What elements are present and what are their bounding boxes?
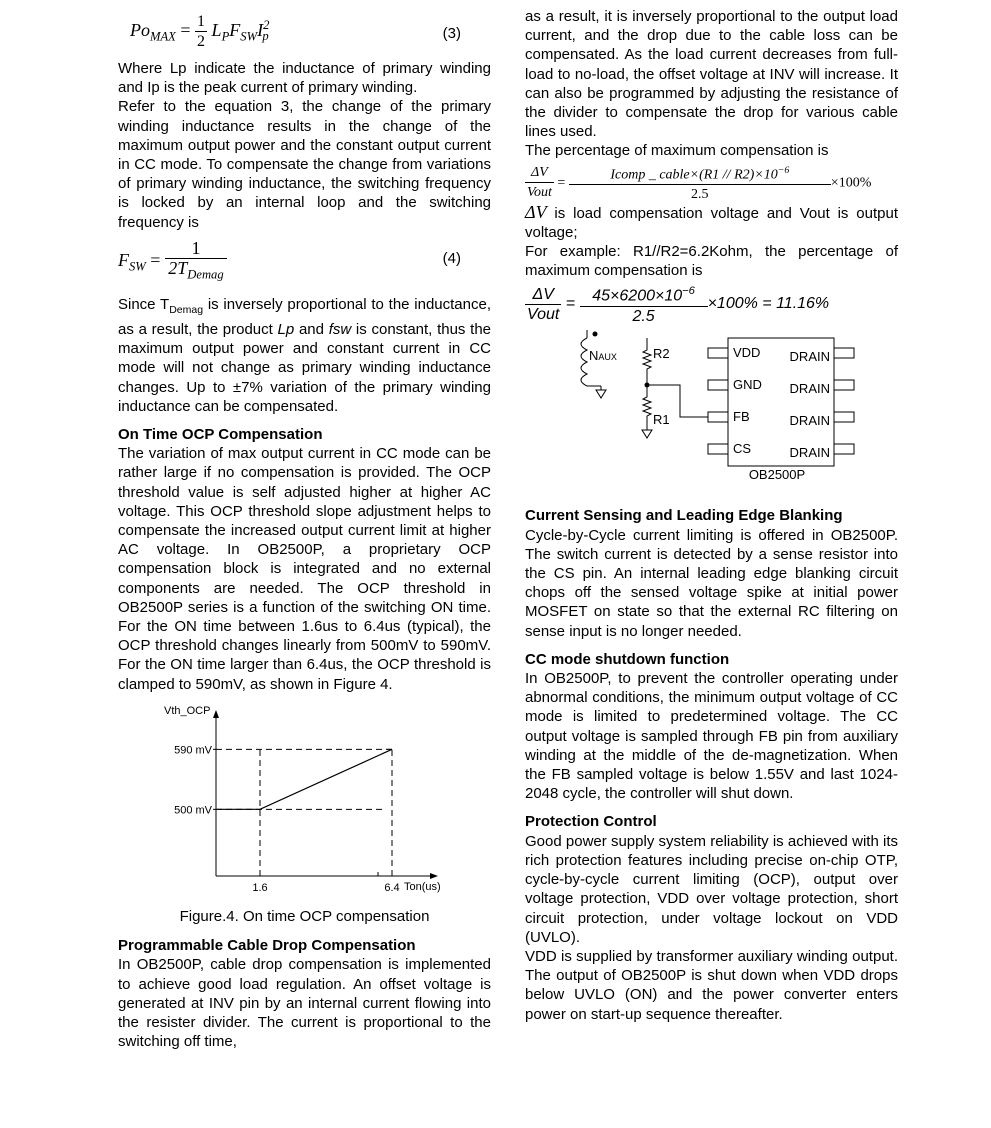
x-tick-label: 6.4 (384, 881, 400, 894)
pin-label: DRAIN (789, 381, 830, 397)
chip-pin-right (834, 412, 854, 422)
section-heading: On Time OCP Compensation (118, 426, 323, 444)
paragraph: The variation of max output current in CC mode can be rather large if no compensation is provided. The OCP threshold value is self adjusted higher at higher AC voltage. This OCP threshold slope adjustment helps to compensate the increased output current limit at higher AC voltage. In OB2500P, a proprietary OCP compensation block is integrated and no external components are needed. The OCP threshold in OB2500P series is a function of the switching ON time. For the ON time between 1.6us to 6.4us (typical), the OCP threshold changes linearly from 500mV to 590mV. For the ON time larger than 6.4us, the OCP threshold is clamped to 590mV, as shown in Figure 4. (118, 445, 491, 693)
right-column (525, 0, 898, 1024)
ground-symbol (596, 390, 606, 398)
aux-winding (581, 338, 587, 386)
paragraph: Refer to the equation 3, the change of the primary winding inductance results in the change of the maximum output power and the constant output current in CC mode. To compensate the change from variations of primary winding inductance, the switching frequency is locked by an internal loop and the switching frequency is (118, 98, 491, 231)
chip-pin-left (708, 412, 728, 422)
section-heading: Protection Control (525, 813, 657, 831)
figure-caption: Figure.4. On time OCP compensation (179, 907, 430, 925)
y-axis-arrow (213, 710, 219, 718)
pin-label: CS (733, 441, 752, 457)
chip-pin-right (834, 380, 854, 390)
equation-3-number: (3) (442, 25, 461, 42)
paragraph: The percentage of maximum compensation is (525, 142, 829, 160)
y-tick-label: 590 mV (174, 744, 212, 757)
x-axis-label: Ton(us) (404, 880, 441, 893)
x-tick-label: 1.6 (252, 881, 268, 894)
y-axis-label: Vth_OCP (164, 704, 211, 717)
y-tick-label: 500 mV (174, 804, 212, 817)
chip-pin-left (708, 380, 728, 390)
section-heading: CC mode shutdown function (525, 650, 730, 668)
resistor-r2 (643, 344, 651, 383)
r2-label: R2 (653, 346, 670, 362)
equation-4-number: (4) (442, 249, 461, 267)
pin-label: DRAIN (789, 413, 830, 429)
paragraph: Where Lp indicate the inductance of primary winding and Ip is the peak current of primary winding. (118, 60, 491, 97)
paragraph: Since $T_{Demag}$ is inversely proportional to the inductance, as a result, the product Lp and fsw is constant, thus the maximum output power and constant current in CC mode will not change as primary winding inductance changes. Up to ±7% variation of the primary winding inductance can be compensated. (118, 295, 491, 415)
ground-symbol (642, 430, 652, 438)
aux-label: NAUX (589, 348, 617, 364)
paragraph: For example: R1//R2=6.2Kohm, the percentage of maximum compensation is (525, 243, 898, 280)
winding-dot (593, 332, 598, 337)
equation-4: $F_{SW}$ = $\frac{1}{2T_{Demag}}$ (4) (118, 237, 461, 282)
r1-label: R1 (653, 412, 670, 428)
paragraph: Cycle-by-Cycle current limiting is offered in OB2500P. The switch current is detected by a sense resistor into the CS pin. An internal leading edge blanking circuit chops off the sensed voltage spike at initial power MOSFET on state so that the external RC filtering on sense input is no longer needed. (525, 526, 898, 640)
equation-3: $Po_{MAX}$ = $\frac{1}{2}$ $L_PF_{SW}I^2_p$ (3) (130, 13, 461, 51)
section-heading: Programmable Cable Drop Compensation (118, 937, 416, 955)
chip-pin-left (708, 444, 728, 454)
chip-label: OB2500P (748, 467, 806, 483)
paragraph: ΔV is load compensation voltage and Vout is output voltage; (525, 201, 898, 241)
equation-5: $\frac{\Delta V}{\text{Vout}}$ = $\frac{Icomp \_ cable\times(R1 // R2)\times 10^{-6}}{2.5}$ ×100% (525, 161, 898, 203)
paragraph: as a result, it is inversely proportional to the output load current, and the drop due to the cable loss can be compensated. As the load current decreases from full-load to no-load, the offset voltage at INV will increase. It can also be programmed by adjusting the resistance of the divider to compensate the drop for various cable lines used. (525, 8, 898, 141)
pin-label: DRAIN (789, 349, 830, 365)
paragraph: VDD is supplied by transformer auxiliary winding output. The output of OB2500P is shut down when VDD drops below UVLO (ON) and the power converter enters power on start-up sequence thereafter. (525, 947, 898, 1023)
schematic-diagram (525, 326, 898, 486)
chip-pin-right (834, 444, 854, 454)
chip-pin-right (834, 348, 854, 358)
paragraph: In OB2500P, cable drop compensation is implemented to achieve good load regulation. An offset voltage is generated at INV pin by an internal current flowing into the resister divider. The current is proportional to the switching off time, (118, 956, 491, 1051)
pin-label: GND (733, 377, 762, 393)
paragraph: In OB2500P, to prevent the controller operating under abnormal conditions, the minimum output voltage of CC mode is limited to predetermined voltage. The CC output voltage is sampled through FB pin from auxiliary winding at the middle of the de-magnetization. When the FB sampled voltage is below 1.55V and last 1024-2048 cycle, the controller will shut down. (525, 670, 898, 803)
resistor-r1 (643, 385, 651, 430)
series-line (216, 749, 392, 809)
pin-label: VDD (733, 345, 761, 361)
left-column (118, 0, 491, 1051)
equation-6: $\frac{\Delta V}{\text{Vout}}$ = $\frac{45\times 6200\times 10^{-6}}{2.5}$ ×100% = 11.16% (525, 282, 898, 326)
chip-pin-left (708, 348, 728, 358)
pin-label: DRAIN (789, 445, 830, 461)
section-heading: Current Sensing and Leading Edge Blanking (525, 507, 843, 525)
x-axis-arrow (430, 873, 438, 879)
ocp-chart (118, 700, 491, 900)
paragraph: Good power supply system reliability is achieved with its rich protection features including precise on-chip OTP, cycle-by-cycle current limiting (OCP), output over voltage protection, VDD over voltage protection, short circuit protection, under voltage lockout on VDD (UVLO). (525, 832, 898, 946)
pin-label: FB (733, 409, 750, 425)
